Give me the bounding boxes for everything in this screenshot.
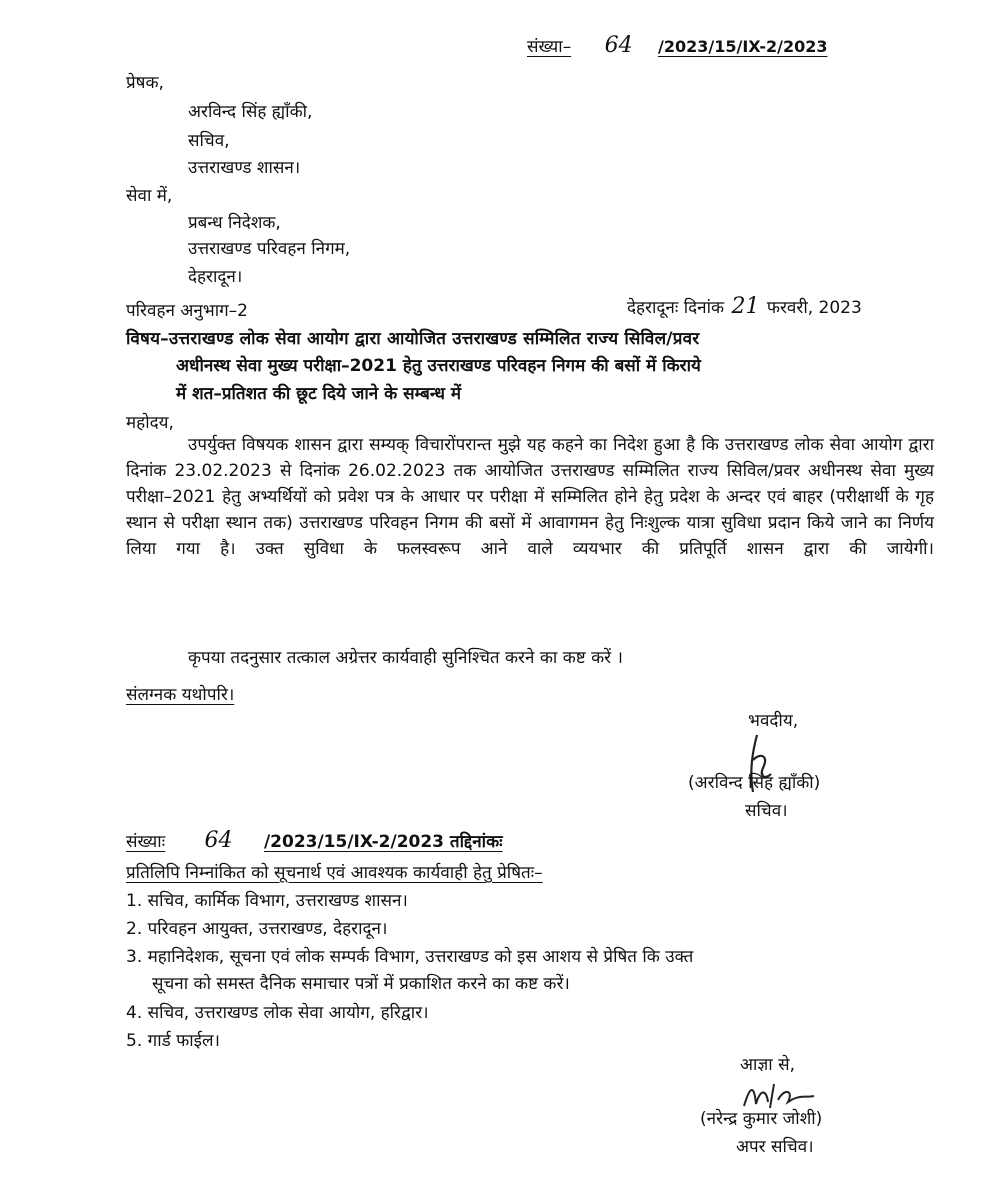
reference-rest: /2023/15/IX-2/2023 [658,37,828,56]
letter-date [627,294,862,319]
copy-reference [126,828,503,853]
copy-list-item-3: 3. महानिदेशक, सूचना एवं लोक सम्पर्क विभाग, उत्तराखण्ड को इस आशय से प्रेषित कि उक्त [126,947,694,967]
copy-reference-label: संख्याः [126,832,166,852]
reference-number: 64 [604,33,633,58]
order-closing: आज्ञा से, [740,1055,795,1075]
top-reference [527,33,827,58]
order-signatory-name: (नरेन्द्र कुमार जोशी) [700,1109,823,1129]
recipient-city: देहरादून। [188,267,243,287]
body-paragraph: उपर्युक्त विषयक शासन द्वारा सम्यक् विचारोंपरान्त मुझे यह कहने का निदेश हुआ है कि उत्तराखण्ड लोक सेवा आयोग द्वारा दिनांक 23.02.2023 से दिनांक 26.02.2023 तक आयोजित उत्तराखण्ड सम्मिलित राज्य सिविल/प्रवर अधीनस्थ सेवा मुख्य परीक्षा–2021 हेतु अभ्यर्थियों को प्रवेश पत्र के आधार पर परीक्षा में सम्मिलित होने हेतु प्रदेश के अन्दर एवं बाहर (परीक्षार्थी के गृह स्थान से परीक्षा स्थान तक) उत्तराखण्ड परिवहन निगम की बसों में आवागमन हेतु निःशुल्क यात्रा सुविधा प्रदान किये जाने का निर्णय लिया गया है। उक्त सुविधा के फलस्वरूप आने वाले व्ययभार की प्रतिपूर्ति शासन द्वारा की जायेगी। [126,435,934,559]
recipient-office: उत्तराखण्ड परिवहन निगम, [188,239,351,259]
copy-list-item-4: 4. सचिव, उत्तराखण्ड लोक सेवा आयोग, हरिद्वार। [126,1003,429,1023]
sender-office: उत्तराखण्ड शासन। [188,158,301,178]
request-line: कृपया तदनुसार तत्काल अग्रेत्तर कार्यवाही सुनिश्चित करने का कष्ट करें । [188,648,623,668]
date-day: 21 [731,294,760,319]
copy-list-item-5: 5. गार्ड फाईल। [126,1031,220,1051]
sender-designation: सचिव, [188,131,230,151]
copy-reference-rest: /2023/15/IX-2/2023 तद्दिनांकः [263,832,503,852]
date-rest: फरवरी, 2023 [766,298,862,318]
signoff-designation: सचिव। [745,801,788,821]
recipient-designation: प्रबन्ध निदेशक, [188,213,281,233]
section-name: परिवहन अनुभाग–2 [126,301,248,321]
copy-list-item-1: 1. सचिव, कार्मिक विभाग, उत्तराखण्ड शासन। [126,891,408,911]
copy-list-item-3-cont: सूचना को समस्त दैनिक समाचार पत्रों में प्रकाशित करने का कष्ट करें। [152,974,570,994]
subject-line-3: में शत–प्रतिशत की छूट दिये जाने के सम्बन्ध में [176,384,462,404]
recipient-heading: सेवा में, [126,186,173,206]
enclosure-note: संलग्नक यथोपरि। [126,685,235,705]
copy-reference-number: 64 [204,828,233,853]
date-prefix: देहरादूनः दिनांक [627,298,725,318]
salutation: महोदय, [126,413,174,433]
sender-name: अरविन्द सिंह ह्याँकी, [188,102,313,122]
copy-heading: प्रतिलिपि निम्नांकित को सूचनार्थ एवं आवश्यक कार्यवाही हेतु प्रेषितः– [126,863,543,883]
reference-label: संख्या– [527,37,572,57]
sender-heading: प्रेषक, [126,73,164,93]
subject-line-2: अधीनस्थ सेवा मुख्य परीक्षा–2021 हेतु उत्तराखण्ड परिवहन निगम की बसों में किराये [176,356,701,376]
signoff-closing: भवदीय, [748,711,799,731]
signoff-name: (अरविन्द सिंह ह्याँकी) [688,773,821,793]
copy-list-item-2: 2. परिवहन आयुक्त, उत्तराखण्ड, देहरादून। [126,919,388,939]
subject-line-1: विषय–उत्तराखण्ड लोक सेवा आयोग द्वारा आयोजित उत्तराखण्ड सम्मिलित राज्य सिविल/प्रवर [126,329,700,349]
order-signatory-designation: अपर सचिव। [736,1137,814,1157]
